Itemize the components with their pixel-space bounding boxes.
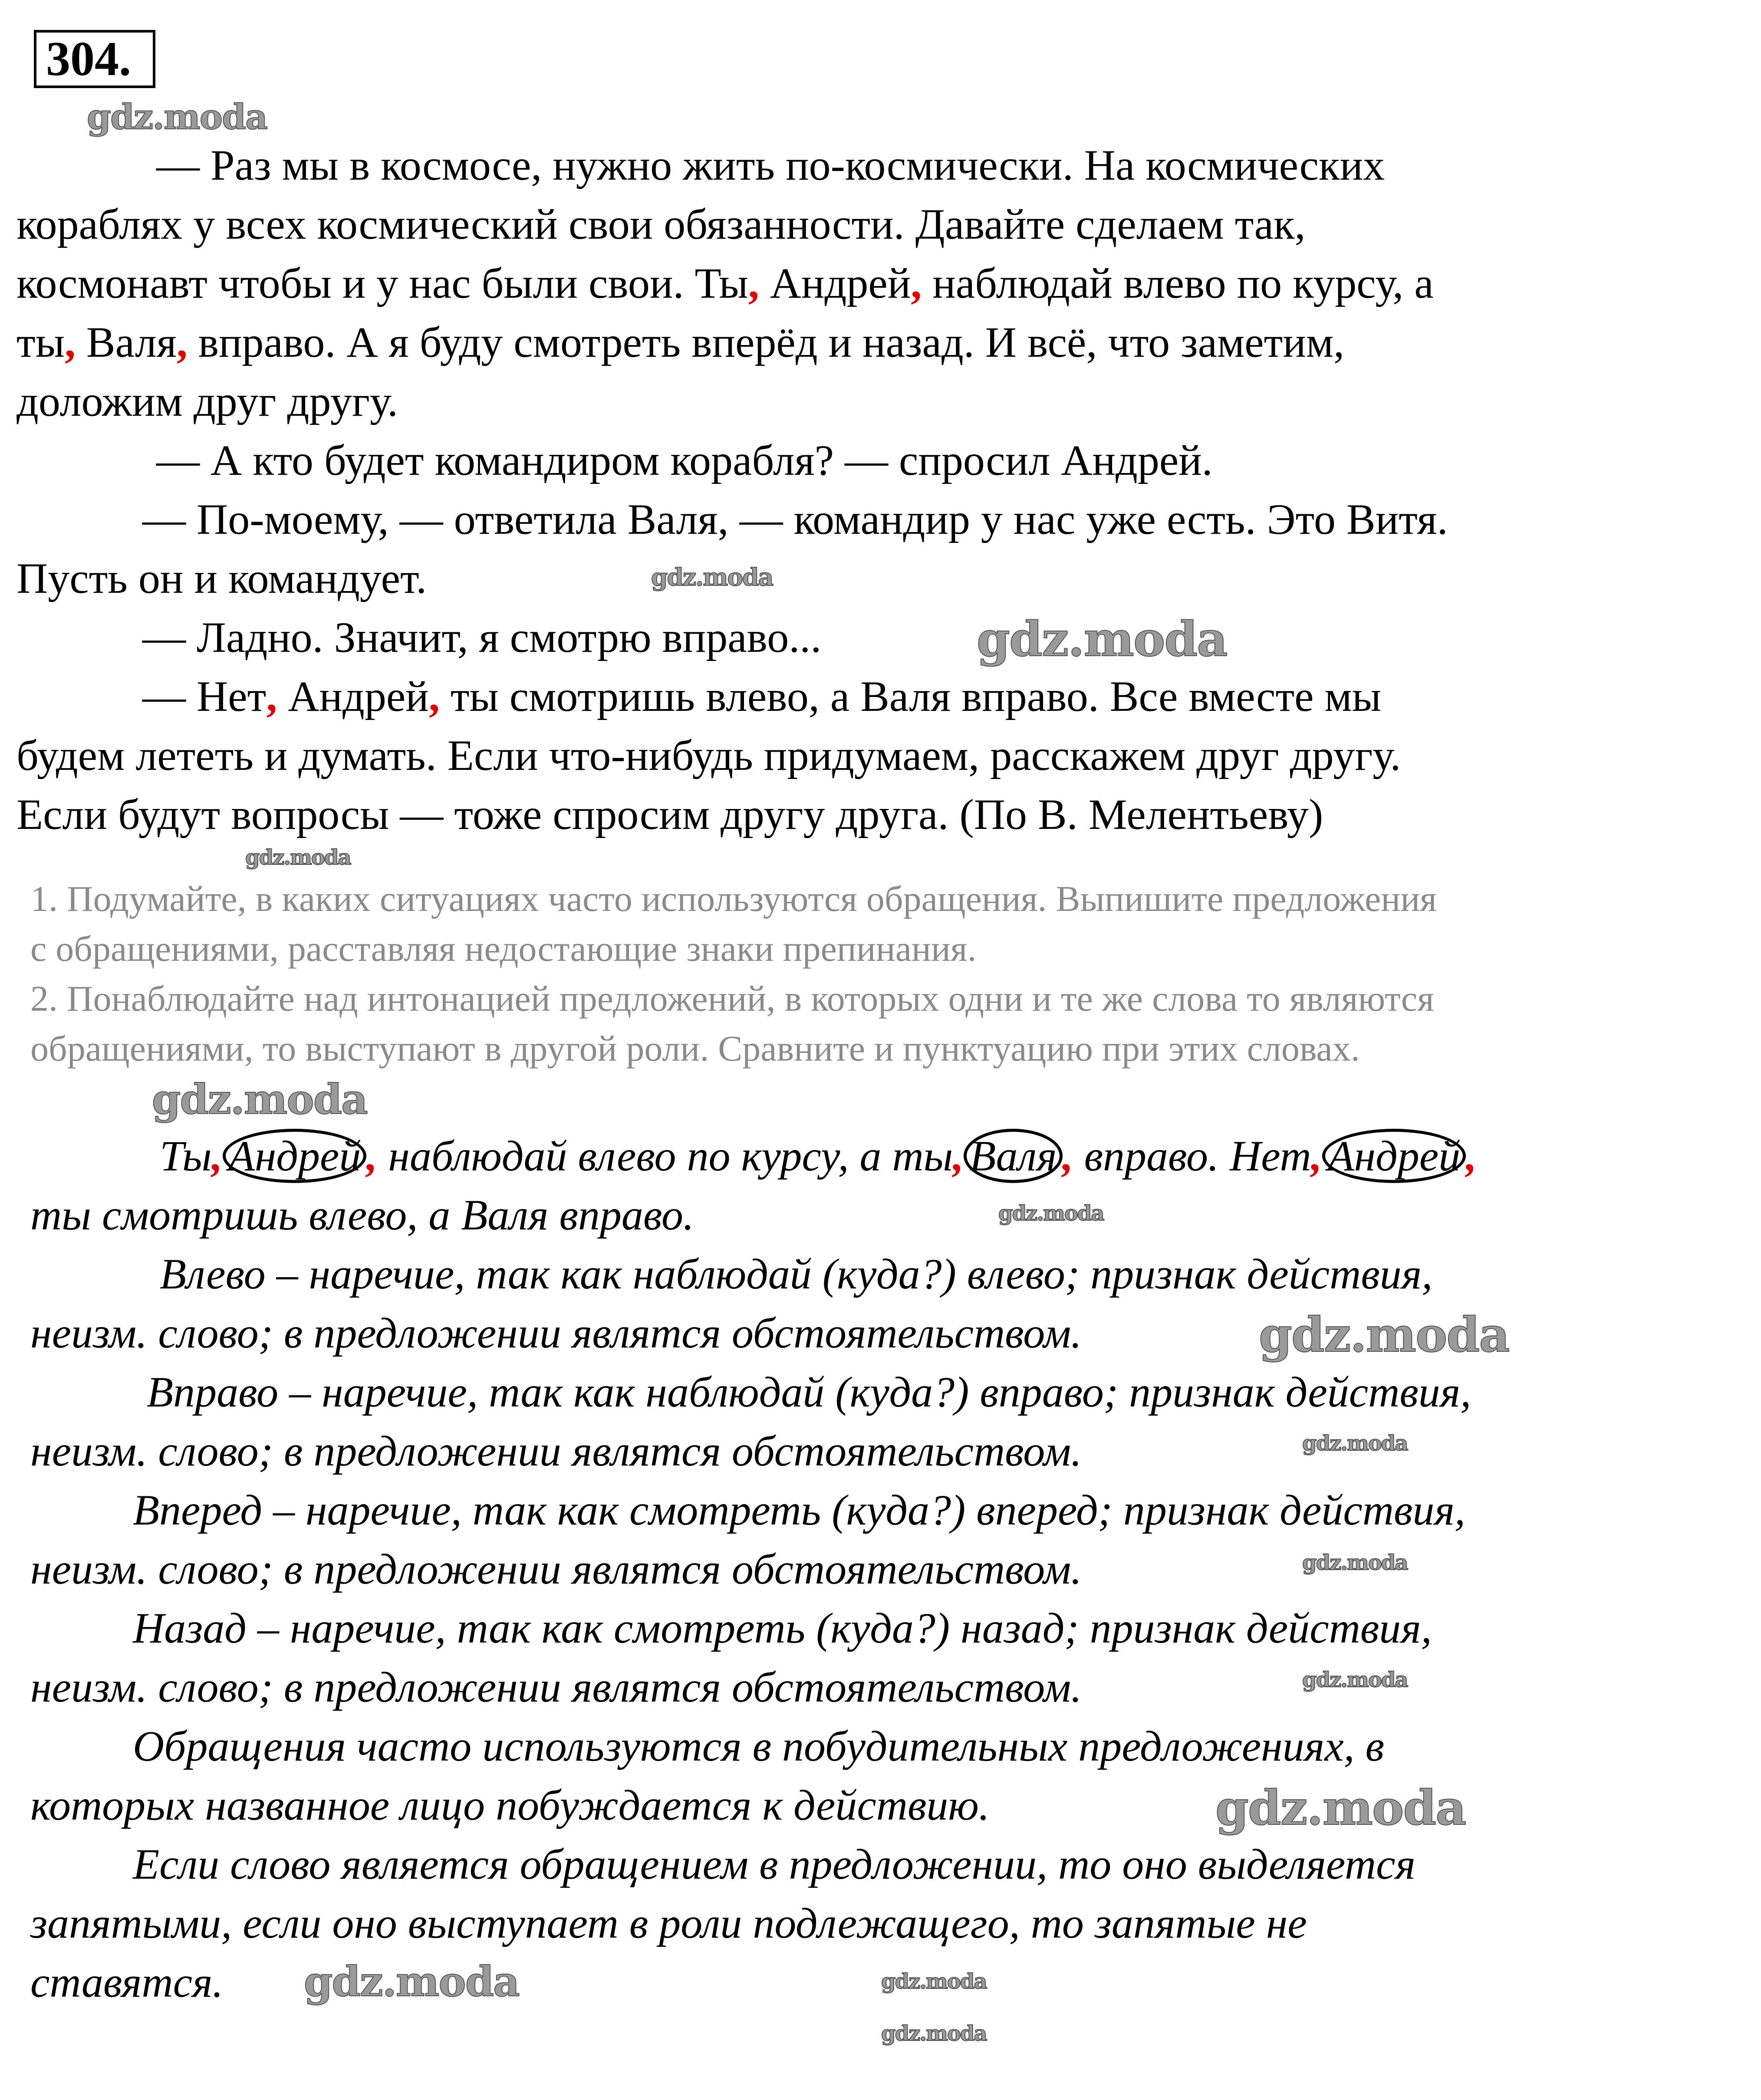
task-line: 1. Подумайте, в каких ситуациях часто используются обращения. Выпишите предложения bbox=[30, 879, 1437, 919]
watermark: gdz.moda bbox=[245, 845, 351, 870]
text-line bbox=[156, 431, 1213, 490]
text-segment: Валя bbox=[75, 318, 177, 366]
text-segment: вправо. А я буду смотреть вперёд и назад. И всё, что заметим, bbox=[187, 318, 1345, 366]
circled-address-word: Андрей bbox=[223, 1129, 367, 1183]
task-line: обращениями, то выступают в другой роли. Сравните и пунктуацию при этих словах. bbox=[30, 1029, 1360, 1069]
answer-line bbox=[30, 1658, 1082, 1717]
text-segment: — Ладно. Значит, я смотрю вправо... bbox=[142, 613, 822, 661]
text-line bbox=[16, 549, 427, 608]
text-segment: кораблях у всех космический свои обязанности. Давайте сделаем так, bbox=[16, 200, 1306, 248]
text-line bbox=[16, 313, 1344, 372]
watermark: gdz.moda bbox=[1215, 1780, 1466, 1836]
text-line bbox=[142, 608, 821, 667]
watermark: gdz.moda bbox=[304, 1958, 519, 2006]
answer-line bbox=[133, 1599, 1432, 1658]
red-comma: , bbox=[1311, 1132, 1322, 1180]
text-segment: Назад – наречие, так как смотреть (куда?) назад; признак действия, bbox=[133, 1604, 1432, 1652]
text-segment: ты смотришь влево, а Валя вправо. Все вместе мы bbox=[439, 672, 1382, 720]
text-segment: космонавт чтобы и у нас были свои. Ты bbox=[16, 259, 748, 307]
answer-line bbox=[160, 1127, 1477, 1186]
text-segment: Ты bbox=[160, 1132, 212, 1180]
red-comma: , bbox=[1062, 1132, 1073, 1180]
text-segment: Влево – наречие, так как наблюдай (куда?) влево; признак действия, bbox=[160, 1250, 1433, 1298]
watermark: gdz.moda bbox=[1302, 1431, 1408, 1456]
red-comma: , bbox=[211, 1132, 223, 1180]
answer-line bbox=[133, 1481, 1465, 1540]
text-segment: наблюдай влево по курсу, а ты bbox=[377, 1132, 953, 1180]
text-line bbox=[142, 490, 1448, 549]
text-segment: Вправо – наречие, так как наблюдай (куда?) вправо; признак действия, bbox=[147, 1368, 1471, 1416]
text-segment: доложим друг другу. bbox=[16, 377, 398, 425]
text-segment: Андрей bbox=[759, 259, 911, 307]
text-segment: запятыми, если оно выступает в роли подлежащего, то запятые не bbox=[30, 1899, 1307, 1947]
circled-address-word: Валя bbox=[964, 1129, 1062, 1183]
task-line: с обращениями, расставляя недостающие знаки препинания. bbox=[30, 929, 977, 969]
text-line bbox=[16, 372, 398, 431]
text-segment: ты bbox=[16, 318, 65, 366]
text-segment: Если будут вопросы — тоже спросим другу друга. (По В. Мелентьеву) bbox=[16, 790, 1323, 838]
circled-address-word: Андрей bbox=[1322, 1129, 1466, 1183]
text-segment: неизм. слово; в предложении являтся обстоятельством. bbox=[30, 1309, 1082, 1357]
red-comma: , bbox=[176, 318, 188, 366]
text-line bbox=[16, 195, 1306, 254]
answer-line bbox=[30, 1540, 1082, 1599]
answer-line bbox=[30, 1422, 1082, 1481]
red-comma: , bbox=[748, 259, 759, 307]
text-segment: Обращения часто используются в побудительных предложениях, в bbox=[133, 1722, 1385, 1770]
red-comma: , bbox=[266, 672, 277, 720]
text-segment: Вперед – наречие, так как смотреть (куда?) вперед; признак действия, bbox=[133, 1486, 1465, 1534]
text-segment: ты смотришь влево, а Валя вправо. bbox=[30, 1191, 695, 1239]
text-segment: которых названное лицо побуждается к действию. bbox=[30, 1781, 990, 1829]
exercise-number: 304. bbox=[34, 30, 155, 88]
text-segment: — Нет bbox=[142, 672, 267, 720]
text-segment: Если слово является обращением в предложении, то оно выделяется bbox=[133, 1840, 1415, 1888]
red-comma: , bbox=[64, 318, 76, 366]
watermark: gdz.moda bbox=[1259, 1307, 1509, 1363]
text-segment: наблюдай влево по курсу, а bbox=[922, 259, 1434, 307]
watermark: gdz.moda bbox=[881, 1969, 987, 1994]
watermark: gdz.moda bbox=[1302, 1668, 1408, 1692]
watermark: gdz.moda bbox=[977, 611, 1227, 667]
text-segment: — По-моему, — ответила Валя, — командир у нас уже есть. Это Витя. bbox=[142, 495, 1448, 543]
red-comma: , bbox=[428, 672, 440, 720]
text-segment: неизм. слово; в предложении являтся обстоятельством. bbox=[30, 1427, 1082, 1475]
text-line bbox=[16, 785, 1323, 844]
answer-line bbox=[30, 1304, 1082, 1363]
text-segment: ставятся. bbox=[30, 1958, 224, 2006]
red-comma: , bbox=[911, 259, 922, 307]
watermark: gdz.moda bbox=[1302, 1551, 1408, 1575]
answer-line bbox=[160, 1245, 1432, 1304]
answer-line bbox=[133, 1717, 1384, 1776]
text-line bbox=[156, 136, 1385, 195]
answer-line bbox=[133, 1835, 1415, 1894]
text-line bbox=[16, 254, 1434, 313]
text-segment: будем лететь и думать. Если что-нибудь придумаем, расскажем друг другу. bbox=[16, 731, 1401, 779]
watermark: gdz.moda bbox=[998, 1201, 1104, 1226]
answer-line bbox=[30, 1186, 694, 1245]
text-segment: — Раз мы в космосе, нужно жить по-космически. На космических bbox=[156, 141, 1385, 189]
text-segment: вправо. Нет bbox=[1073, 1132, 1311, 1180]
answer-line bbox=[30, 1776, 990, 1835]
watermark: gdz.moda bbox=[651, 563, 773, 591]
text-segment: Андрей bbox=[277, 672, 429, 720]
text-line bbox=[16, 726, 1401, 785]
text-segment: — А кто будет командиром корабля? — спросил Андрей. bbox=[156, 436, 1213, 484]
text-segment: Пусть он и командует. bbox=[16, 554, 427, 602]
task-line: 2. Понаблюдайте над интонацией предложений, в которых одни и те же слова то являются bbox=[30, 979, 1434, 1019]
red-comma: , bbox=[366, 1132, 378, 1180]
answer-line bbox=[30, 1953, 223, 2012]
red-comma: , bbox=[1466, 1132, 1477, 1180]
answer-line bbox=[30, 1894, 1307, 1953]
watermark: gdz.moda bbox=[881, 2021, 987, 2046]
red-comma: , bbox=[953, 1132, 964, 1180]
answer-line bbox=[147, 1363, 1471, 1422]
text-line bbox=[142, 667, 1381, 726]
text-segment: неизм. слово; в предложении являтся обстоятельством. bbox=[30, 1545, 1082, 1593]
text-segment: неизм. слово; в предложении являтся обстоятельством. bbox=[30, 1663, 1082, 1711]
watermark: gdz.moda bbox=[87, 96, 267, 137]
watermark: gdz.moda bbox=[152, 1075, 367, 1124]
